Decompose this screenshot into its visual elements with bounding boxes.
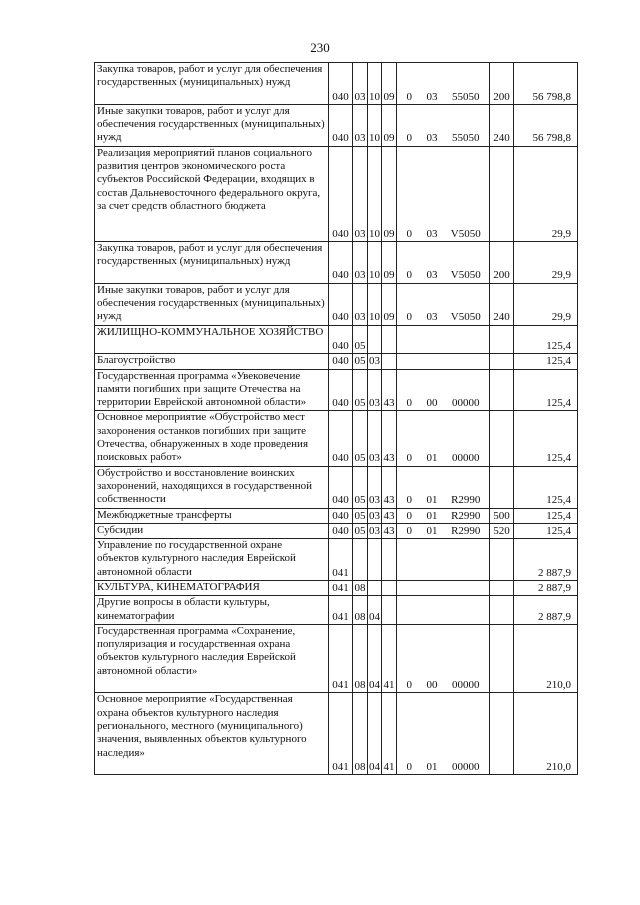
cell-section: 03 — [353, 283, 368, 325]
cell-subprogram: 0 — [397, 63, 422, 105]
cell-amount: 210,0 — [514, 624, 578, 693]
cell-subsection — [368, 539, 382, 581]
cell-program: 43 — [382, 411, 397, 466]
cell-subsection: 10 — [368, 241, 382, 283]
cell-amount: 56 798,8 — [514, 63, 578, 105]
cell-section: 03 — [353, 63, 368, 105]
cell-expense-type — [490, 411, 514, 466]
cell-subsection: 10 — [368, 104, 382, 146]
cell-amount: 125,4 — [514, 523, 578, 538]
cell-direction — [443, 325, 490, 354]
cell-ministry: 040 — [329, 523, 353, 538]
cell-subprogram: 0 — [397, 693, 422, 775]
cell-subsection: 03 — [368, 466, 382, 508]
cell-amount: 125,4 — [514, 466, 578, 508]
cell-name: Иные закупки товаров, работ и услуг для обеспечения государственных (муниципальных) нужд — [95, 283, 329, 325]
cell-amount: 2 887,9 — [514, 539, 578, 581]
cell-section: 05 — [353, 466, 368, 508]
cell-expense-type — [490, 596, 514, 625]
cell-name: Основное мероприятие «Государственная охрана объектов культурного наследия регионального, местного (муниципального) значения, выявленных объектов культурного наследия» — [95, 693, 329, 775]
cell-expense-type: 240 — [490, 104, 514, 146]
cell-subprogram: 0 — [397, 241, 422, 283]
page-number: 230 — [310, 40, 330, 55]
cell-subprogram: 0 — [397, 104, 422, 146]
cell-name: Закупка товаров, работ и услуг для обеспечения государственных (муниципальных) нужд — [95, 63, 329, 105]
cell-ministry: 040 — [329, 508, 353, 523]
table-row — [95, 539, 578, 581]
table-row — [95, 508, 578, 523]
table-row — [95, 325, 578, 354]
cell-name: КУЛЬТУРА, КИНЕМАТОГРАФИЯ — [95, 581, 329, 596]
cell-expense-type: 520 — [490, 523, 514, 538]
cell-subprogram: 0 — [397, 146, 422, 241]
cell-ministry: 040 — [329, 63, 353, 105]
table-row — [95, 146, 578, 241]
cell-section — [353, 539, 368, 581]
cell-ministry: 040 — [329, 466, 353, 508]
cell-subsection: 03 — [368, 369, 382, 411]
cell-program: 43 — [383, 524, 395, 537]
cell-name: ЖИЛИЩНО-КОММУНАЛЬНОЕ ХОЗЯЙСТВО — [95, 325, 329, 354]
cell-subsection: 03 — [369, 355, 380, 368]
cell-ministry: 040 — [329, 104, 353, 146]
cell-expense-type: 500 — [490, 508, 514, 523]
table-row — [95, 241, 578, 283]
cell-subsection: 10 — [368, 63, 382, 105]
cell-section: 05 — [354, 524, 366, 537]
cell-name: Обустройство и восстановление воинских захоронений, находящихся в государственной собственности — [95, 466, 329, 508]
cell-section: 08 — [353, 624, 368, 693]
cell-subprogram — [397, 581, 422, 596]
cell-section: 08 — [353, 693, 368, 775]
cell-direction: 55050 — [443, 104, 490, 146]
cell-section: 05 — [353, 369, 368, 411]
cell-program — [382, 325, 397, 354]
cell-expense-type — [490, 624, 514, 693]
cell-section: 03 — [353, 241, 368, 283]
cell-event: 03 — [422, 283, 443, 325]
cell-expense-type — [490, 466, 514, 508]
budget-table — [94, 62, 578, 775]
cell-subprogram: 0 — [397, 624, 422, 693]
cell-name: Иные закупки товаров, работ и услуг для обеспечения государственных (муниципальных) нужд — [95, 104, 329, 146]
cell-program — [382, 596, 397, 625]
cell-event: 01 — [422, 523, 443, 538]
cell-subsection: 10 — [368, 146, 382, 241]
cell-direction: 00000 — [443, 369, 490, 411]
cell-program: 09 — [382, 241, 397, 283]
table-row — [95, 63, 578, 105]
cell-subsection: 03 — [369, 524, 380, 537]
cell-direction: 55050 — [443, 63, 490, 105]
cell-direction — [443, 596, 490, 625]
cell-direction: V5050 — [443, 241, 490, 283]
cell-name: Другие вопросы в области культуры, кинематографии — [95, 596, 329, 625]
cell-direction: 00000 — [443, 693, 490, 775]
cell-event — [422, 581, 443, 596]
cell-program: 09 — [382, 63, 397, 105]
table-row — [95, 581, 578, 596]
cell-event: 03 — [422, 146, 443, 241]
cell-expense-type — [490, 146, 514, 241]
cell-section: 05 — [354, 509, 366, 522]
cell-ministry: 041 — [329, 581, 353, 596]
table-row — [95, 369, 578, 411]
cell-event — [422, 539, 443, 581]
table-row — [95, 624, 578, 693]
cell-section: 03 — [353, 146, 368, 241]
cell-program: 43 — [382, 369, 397, 411]
cell-ministry: 040 — [329, 369, 353, 411]
cell-ministry: 040 — [329, 325, 353, 354]
cell-expense-type — [490, 581, 514, 596]
cell-program: 43 — [383, 509, 395, 522]
cell-name: Основное мероприятие «Обустройство мест захоронения останков погибших при защите Отечества, обнаруженных в ходе проведения поисковых работ» — [95, 411, 329, 466]
cell-subsection: 04 — [368, 596, 382, 625]
cell-subsection — [368, 325, 382, 354]
cell-section: 05 — [353, 411, 368, 466]
cell-amount: 2 887,9 — [514, 596, 578, 625]
cell-event: 03 — [422, 241, 443, 283]
cell-program: 09 — [382, 104, 397, 146]
cell-name: Государственная программа «Увековечение памяти погибших при защите Отечества на территории Еврейской автономной области» — [95, 369, 329, 411]
cell-expense-type: 240 — [490, 283, 514, 325]
cell-event — [422, 596, 443, 625]
cell-program: 09 — [382, 283, 397, 325]
table-row — [95, 596, 578, 625]
cell-expense-type — [490, 693, 514, 775]
cell-event: 01 — [422, 508, 443, 523]
cell-event: 03 — [422, 104, 443, 146]
cell-section: 08 — [353, 596, 368, 625]
cell-subsection: 10 — [368, 283, 382, 325]
cell-expense-type — [490, 369, 514, 411]
cell-ministry: 040 — [329, 241, 353, 283]
cell-program — [382, 354, 397, 369]
cell-subprogram: 0 — [397, 283, 422, 325]
cell-amount: 210,0 — [514, 693, 578, 775]
cell-name: Государственная программа «Сохранение, популяризация и государственная охрана объектов культурного наследия Еврейской автономной области» — [95, 624, 329, 693]
cell-name: Межбюджетные трансферты — [95, 508, 329, 523]
cell-event: 01 — [422, 466, 443, 508]
cell-name: Реализация мероприятий планов социального развития центров экономического роста субъектов Российской Федерации, входящих в состав Дальневосточного федерального округа, за счет средств областного бюджета — [95, 146, 329, 241]
cell-event — [422, 354, 443, 369]
cell-name: Благоустройство — [95, 354, 329, 369]
cell-subprogram — [397, 539, 422, 581]
cell-direction: V5050 — [443, 283, 490, 325]
cell-amount: 29,9 — [514, 241, 578, 283]
cell-amount: 125,4 — [514, 354, 578, 369]
cell-subsection: 03 — [368, 411, 382, 466]
cell-name: Субсидии — [95, 523, 329, 538]
cell-direction: 00000 — [443, 411, 490, 466]
cell-expense-type — [490, 354, 514, 369]
cell-ministry: 040 — [329, 283, 353, 325]
cell-event: 00 — [422, 369, 443, 411]
cell-subprogram: 0 — [397, 466, 422, 508]
cell-subsection — [368, 581, 382, 596]
cell-subprogram: 0 — [397, 508, 422, 523]
table-row — [95, 411, 578, 466]
cell-amount: 29,9 — [514, 283, 578, 325]
cell-ministry: 041 — [329, 539, 353, 581]
cell-ministry: 040 — [329, 146, 353, 241]
cell-event: 03 — [422, 63, 443, 105]
cell-program — [382, 581, 397, 596]
cell-subprogram — [397, 325, 422, 354]
table-row — [95, 466, 578, 508]
cell-direction — [443, 581, 490, 596]
cell-amount: 125,4 — [514, 369, 578, 411]
cell-direction: V5050 — [443, 146, 490, 241]
cell-subsection: 04 — [368, 693, 382, 775]
cell-ministry: 040 — [329, 411, 353, 466]
table-row — [95, 354, 578, 369]
cell-ministry: 041 — [329, 596, 353, 625]
cell-event — [422, 325, 443, 354]
cell-amount: 125,4 — [514, 325, 578, 354]
cell-subprogram: 0 — [397, 523, 422, 538]
cell-program: 41 — [382, 693, 397, 775]
table-row — [95, 283, 578, 325]
cell-program: 43 — [382, 466, 397, 508]
cell-direction — [443, 539, 490, 581]
cell-program — [382, 539, 397, 581]
cell-ministry: 041 — [329, 693, 353, 775]
table-row — [95, 104, 578, 146]
cell-section: 08 — [354, 582, 366, 594]
cell-subsection: 03 — [369, 509, 380, 522]
cell-direction: R2990 — [443, 508, 490, 523]
cell-subprogram: 0 — [397, 411, 422, 466]
table-row — [95, 523, 578, 538]
cell-amount: 29,9 — [514, 146, 578, 241]
cell-expense-type — [490, 325, 514, 354]
cell-section: 05 — [354, 355, 366, 368]
cell-event: 01 — [422, 693, 443, 775]
cell-subsection: 04 — [368, 624, 382, 693]
cell-amount: 2 887,9 — [514, 581, 578, 596]
cell-subprogram: 0 — [397, 369, 422, 411]
cell-section: 03 — [353, 104, 368, 146]
cell-subprogram — [397, 354, 422, 369]
cell-amount: 125,4 — [514, 411, 578, 466]
cell-direction: R2990 — [443, 523, 490, 538]
cell-direction: R2990 — [443, 466, 490, 508]
cell-expense-type: 200 — [490, 241, 514, 283]
table-row — [95, 693, 578, 775]
cell-program: 09 — [382, 146, 397, 241]
cell-amount: 125,4 — [514, 508, 578, 523]
cell-ministry: 040 — [329, 354, 353, 369]
cell-expense-type: 200 — [490, 63, 514, 105]
cell-program: 41 — [382, 624, 397, 693]
cell-amount: 56 798,8 — [514, 104, 578, 146]
cell-section: 05 — [353, 325, 368, 354]
cell-event: 01 — [422, 411, 443, 466]
cell-subprogram — [397, 596, 422, 625]
cell-event: 00 — [422, 624, 443, 693]
cell-direction: 00000 — [443, 624, 490, 693]
cell-direction — [443, 354, 490, 369]
cell-ministry: 041 — [329, 624, 353, 693]
cell-name: Управление по государственной охране объектов культурного наследия Еврейской автономной области — [95, 539, 329, 581]
cell-name: Закупка товаров, работ и услуг для обеспечения государственных (муниципальных) нужд — [95, 241, 329, 283]
cell-expense-type — [490, 539, 514, 581]
